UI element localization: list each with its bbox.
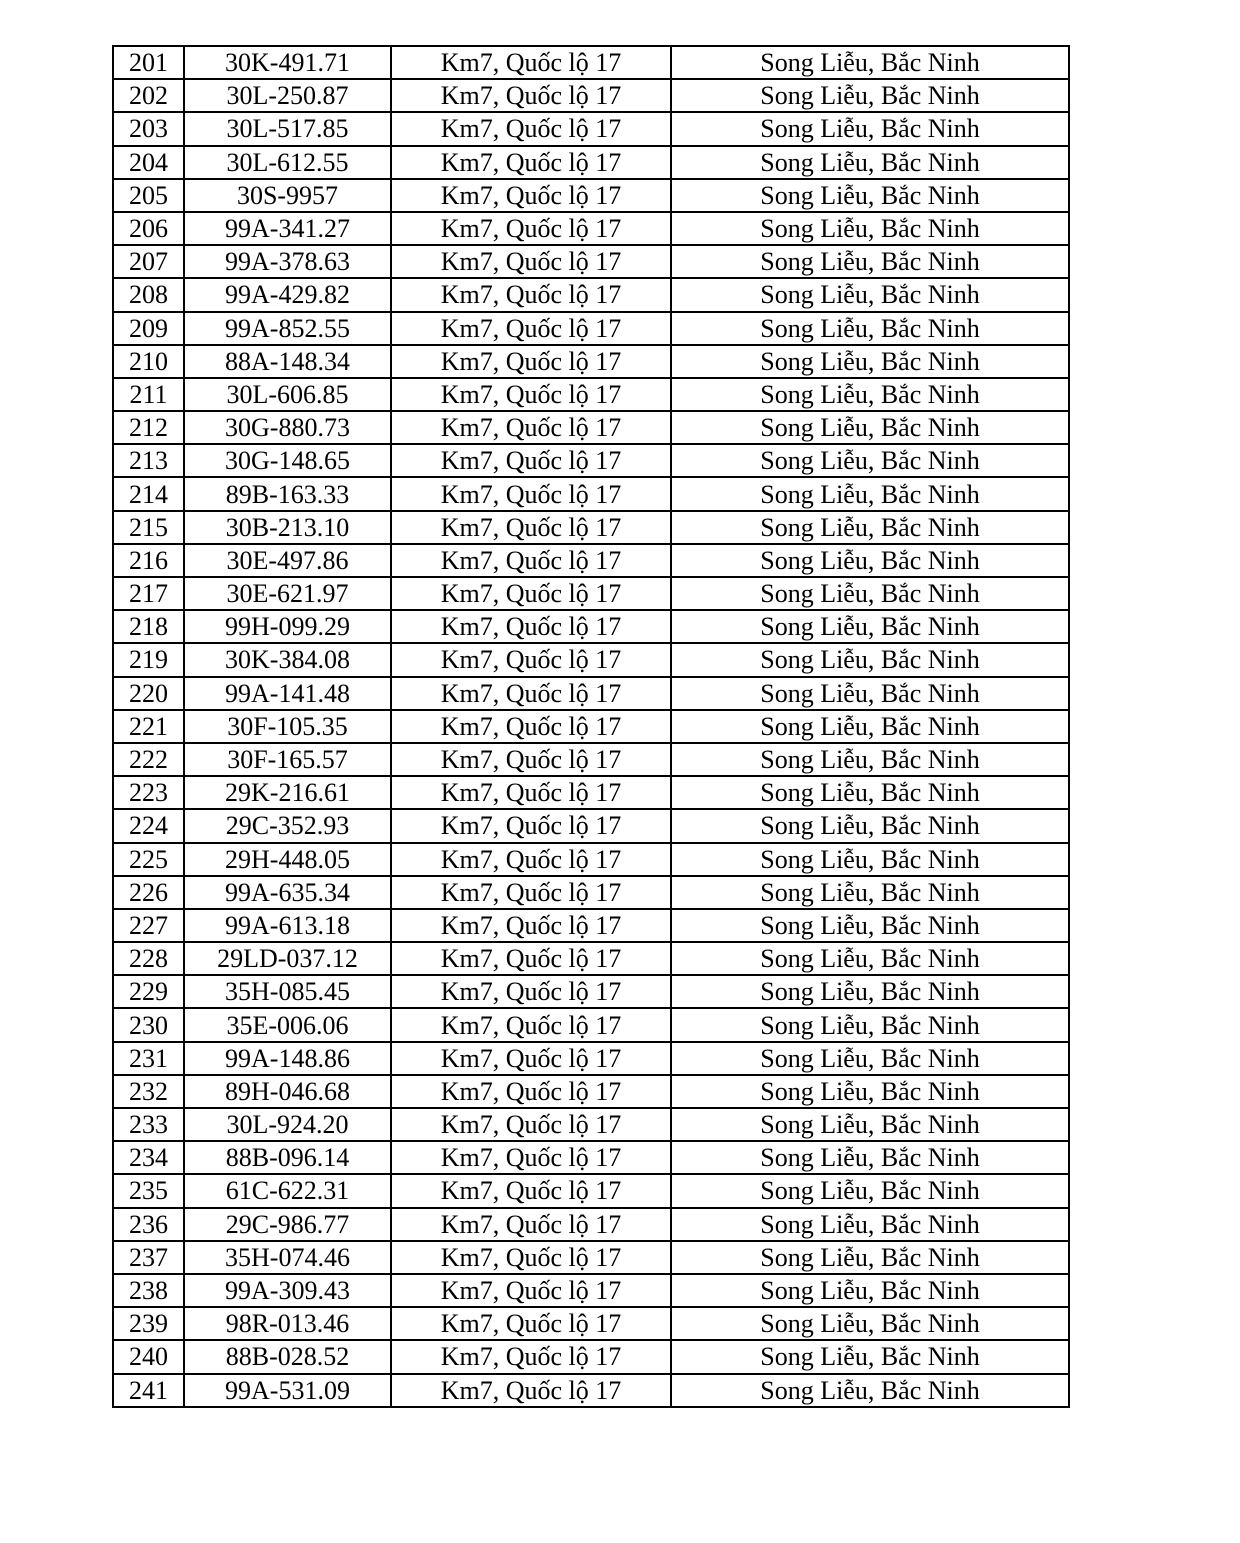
violation-location-cell: Km7, Quốc lộ 17	[391, 1008, 671, 1041]
row-number-cell: 238	[113, 1274, 184, 1307]
license-plate-cell: 29C-986.77	[184, 1208, 391, 1241]
license-plate-cell: 61C-622.31	[184, 1174, 391, 1207]
unit-cell: Song Liễu, Bắc Ninh	[671, 1340, 1069, 1373]
violation-location-cell: Km7, Quốc lộ 17	[391, 1208, 671, 1241]
table-row	[113, 942, 1069, 975]
violation-location-cell: Km7, Quốc lộ 17	[391, 46, 671, 79]
violation-location-cell: Km7, Quốc lộ 17	[391, 743, 671, 776]
row-number-cell: 209	[113, 312, 184, 345]
violation-location-cell: Km7, Quốc lộ 17	[391, 312, 671, 345]
violation-location-cell: Km7, Quốc lộ 17	[391, 1307, 671, 1340]
license-plate-cell: 30F-105.35	[184, 710, 391, 743]
unit-cell: Song Liễu, Bắc Ninh	[671, 378, 1069, 411]
unit-cell: Song Liễu, Bắc Ninh	[671, 710, 1069, 743]
row-number-cell: 201	[113, 46, 184, 79]
license-plate-cell: 99A-635.34	[184, 876, 391, 909]
table-row	[113, 477, 1069, 510]
license-plate-cell: 99A-309.43	[184, 1274, 391, 1307]
table-row	[113, 1174, 1069, 1207]
violation-location-cell: Km7, Quốc lộ 17	[391, 212, 671, 245]
table-row	[113, 46, 1069, 79]
row-number-cell: 202	[113, 79, 184, 112]
row-number-cell: 217	[113, 577, 184, 610]
unit-cell: Song Liễu, Bắc Ninh	[671, 1374, 1069, 1407]
unit-cell: Song Liễu, Bắc Ninh	[671, 46, 1069, 79]
violation-location-cell: Km7, Quốc lộ 17	[391, 809, 671, 842]
license-plate-cell: 30K-491.71	[184, 46, 391, 79]
violation-location-cell: Km7, Quốc lộ 17	[391, 1141, 671, 1174]
violation-location-cell: Km7, Quốc lộ 17	[391, 278, 671, 311]
row-number-cell: 214	[113, 477, 184, 510]
table-row	[113, 1208, 1069, 1241]
unit-cell: Song Liễu, Bắc Ninh	[671, 1075, 1069, 1108]
license-plate-cell: 30E-621.97	[184, 577, 391, 610]
license-plate-cell: 35H-074.46	[184, 1241, 391, 1274]
violation-location-cell: Km7, Quốc lộ 17	[391, 544, 671, 577]
violation-location-cell: Km7, Quốc lộ 17	[391, 1274, 671, 1307]
license-plate-cell: 89H-046.68	[184, 1075, 391, 1108]
row-number-cell: 208	[113, 278, 184, 311]
row-number-cell: 239	[113, 1307, 184, 1340]
table-row	[113, 1075, 1069, 1108]
unit-cell: Song Liễu, Bắc Ninh	[671, 477, 1069, 510]
violation-location-cell: Km7, Quốc lộ 17	[391, 79, 671, 112]
row-number-cell: 228	[113, 942, 184, 975]
license-plate-cell: 98R-013.46	[184, 1307, 391, 1340]
table-row	[113, 1141, 1069, 1174]
row-number-cell: 229	[113, 975, 184, 1008]
violation-location-cell: Km7, Quốc lộ 17	[391, 876, 671, 909]
unit-cell: Song Liễu, Bắc Ninh	[671, 544, 1069, 577]
row-number-cell: 207	[113, 245, 184, 278]
license-plate-cell: 30L-250.87	[184, 79, 391, 112]
table-row	[113, 146, 1069, 179]
violation-location-cell: Km7, Quốc lộ 17	[391, 1374, 671, 1407]
license-plate-cell: 29C-352.93	[184, 809, 391, 842]
row-number-cell: 241	[113, 1374, 184, 1407]
table-row	[113, 312, 1069, 345]
row-number-cell: 213	[113, 444, 184, 477]
unit-cell: Song Liễu, Bắc Ninh	[671, 1241, 1069, 1274]
table-row	[113, 1274, 1069, 1307]
table-row	[113, 1340, 1069, 1373]
unit-cell: Song Liễu, Bắc Ninh	[671, 942, 1069, 975]
violation-location-cell: Km7, Quốc lộ 17	[391, 610, 671, 643]
table-row	[113, 444, 1069, 477]
table-row	[113, 1374, 1069, 1407]
row-number-cell: 220	[113, 677, 184, 710]
row-number-cell: 212	[113, 411, 184, 444]
row-number-cell: 233	[113, 1108, 184, 1141]
row-number-cell: 235	[113, 1174, 184, 1207]
unit-cell: Song Liễu, Bắc Ninh	[671, 843, 1069, 876]
unit-cell: Song Liễu, Bắc Ninh	[671, 876, 1069, 909]
row-number-cell: 218	[113, 610, 184, 643]
row-number-cell: 231	[113, 1042, 184, 1075]
unit-cell: Song Liễu, Bắc Ninh	[671, 1141, 1069, 1174]
table-row	[113, 79, 1069, 112]
license-plate-cell: 29K-216.61	[184, 776, 391, 809]
table-row	[113, 1008, 1069, 1041]
table-row	[113, 1042, 1069, 1075]
violation-location-cell: Km7, Quốc lộ 17	[391, 112, 671, 145]
license-plate-cell: 30L-612.55	[184, 146, 391, 179]
table-row	[113, 809, 1069, 842]
table-row	[113, 610, 1069, 643]
unit-cell: Song Liễu, Bắc Ninh	[671, 245, 1069, 278]
unit-cell: Song Liễu, Bắc Ninh	[671, 1174, 1069, 1207]
violation-location-cell: Km7, Quốc lộ 17	[391, 776, 671, 809]
unit-cell: Song Liễu, Bắc Ninh	[671, 909, 1069, 942]
violation-location-cell: Km7, Quốc lộ 17	[391, 975, 671, 1008]
table-row	[113, 278, 1069, 311]
license-plate-cell: 35H-085.45	[184, 975, 391, 1008]
unit-cell: Song Liễu, Bắc Ninh	[671, 809, 1069, 842]
row-number-cell: 225	[113, 843, 184, 876]
license-plate-cell: 99A-378.63	[184, 245, 391, 278]
license-plate-cell: 89B-163.33	[184, 477, 391, 510]
unit-cell: Song Liễu, Bắc Ninh	[671, 179, 1069, 212]
license-plate-cell: 30B-213.10	[184, 511, 391, 544]
unit-cell: Song Liễu, Bắc Ninh	[671, 1008, 1069, 1041]
table-row	[113, 411, 1069, 444]
violation-location-cell: Km7, Quốc lộ 17	[391, 345, 671, 378]
unit-cell: Song Liễu, Bắc Ninh	[671, 975, 1069, 1008]
row-number-cell: 230	[113, 1008, 184, 1041]
unit-cell: Song Liễu, Bắc Ninh	[671, 610, 1069, 643]
license-plate-cell: 35E-006.06	[184, 1008, 391, 1041]
violation-location-cell: Km7, Quốc lộ 17	[391, 843, 671, 876]
violation-location-cell: Km7, Quốc lộ 17	[391, 942, 671, 975]
unit-cell: Song Liễu, Bắc Ninh	[671, 1274, 1069, 1307]
license-plate-cell: 99A-852.55	[184, 312, 391, 345]
row-number-cell: 240	[113, 1340, 184, 1373]
license-plate-cell: 99A-341.27	[184, 212, 391, 245]
row-number-cell: 221	[113, 710, 184, 743]
license-plate-cell: 30S-9957	[184, 179, 391, 212]
vehicle-records-table	[112, 45, 1070, 1408]
table-row	[113, 876, 1069, 909]
license-plate-cell: 99H-099.29	[184, 610, 391, 643]
row-number-cell: 234	[113, 1141, 184, 1174]
license-plate-cell: 88B-028.52	[184, 1340, 391, 1373]
unit-cell: Song Liễu, Bắc Ninh	[671, 212, 1069, 245]
row-number-cell: 219	[113, 643, 184, 676]
license-plate-cell: 30G-148.65	[184, 444, 391, 477]
unit-cell: Song Liễu, Bắc Ninh	[671, 511, 1069, 544]
table-row	[113, 1241, 1069, 1274]
row-number-cell: 223	[113, 776, 184, 809]
row-number-cell: 226	[113, 876, 184, 909]
violation-location-cell: Km7, Quốc lộ 17	[391, 146, 671, 179]
violation-location-cell: Km7, Quốc lộ 17	[391, 179, 671, 212]
license-plate-cell: 30L-606.85	[184, 378, 391, 411]
table-row	[113, 577, 1069, 610]
license-plate-cell: 29LD-037.12	[184, 942, 391, 975]
unit-cell: Song Liễu, Bắc Ninh	[671, 345, 1069, 378]
row-number-cell: 236	[113, 1208, 184, 1241]
unit-cell: Song Liễu, Bắc Ninh	[671, 1042, 1069, 1075]
row-number-cell: 205	[113, 179, 184, 212]
unit-cell: Song Liễu, Bắc Ninh	[671, 112, 1069, 145]
license-plate-cell: 99A-141.48	[184, 677, 391, 710]
license-plate-cell: 30F-165.57	[184, 743, 391, 776]
table-row	[113, 378, 1069, 411]
violation-location-cell: Km7, Quốc lộ 17	[391, 378, 671, 411]
row-number-cell: 215	[113, 511, 184, 544]
license-plate-cell: 99A-613.18	[184, 909, 391, 942]
unit-cell: Song Liễu, Bắc Ninh	[671, 776, 1069, 809]
unit-cell: Song Liễu, Bắc Ninh	[671, 643, 1069, 676]
table-row	[113, 179, 1069, 212]
violation-location-cell: Km7, Quốc lộ 17	[391, 1340, 671, 1373]
unit-cell: Song Liễu, Bắc Ninh	[671, 278, 1069, 311]
unit-cell: Song Liễu, Bắc Ninh	[671, 79, 1069, 112]
table-row	[113, 212, 1069, 245]
table-row	[113, 776, 1069, 809]
document-page	[112, 45, 1070, 1408]
unit-cell: Song Liễu, Bắc Ninh	[671, 1208, 1069, 1241]
unit-cell: Song Liễu, Bắc Ninh	[671, 677, 1069, 710]
violation-location-cell: Km7, Quốc lộ 17	[391, 444, 671, 477]
violation-location-cell: Km7, Quốc lộ 17	[391, 1174, 671, 1207]
table-row	[113, 975, 1069, 1008]
unit-cell: Song Liễu, Bắc Ninh	[671, 1108, 1069, 1141]
row-number-cell: 224	[113, 809, 184, 842]
table-body	[113, 46, 1069, 1407]
row-number-cell: 222	[113, 743, 184, 776]
violation-location-cell: Km7, Quốc lộ 17	[391, 1042, 671, 1075]
violation-location-cell: Km7, Quốc lộ 17	[391, 643, 671, 676]
row-number-cell: 211	[113, 378, 184, 411]
unit-cell: Song Liễu, Bắc Ninh	[671, 743, 1069, 776]
license-plate-cell: 99A-148.86	[184, 1042, 391, 1075]
table-row	[113, 345, 1069, 378]
license-plate-cell: 88B-096.14	[184, 1141, 391, 1174]
license-plate-cell: 30K-384.08	[184, 643, 391, 676]
violation-location-cell: Km7, Quốc lộ 17	[391, 577, 671, 610]
violation-location-cell: Km7, Quốc lộ 17	[391, 1108, 671, 1141]
license-plate-cell: 99A-429.82	[184, 278, 391, 311]
violation-location-cell: Km7, Quốc lộ 17	[391, 1075, 671, 1108]
violation-location-cell: Km7, Quốc lộ 17	[391, 710, 671, 743]
table-row	[113, 643, 1069, 676]
row-number-cell: 206	[113, 212, 184, 245]
row-number-cell: 216	[113, 544, 184, 577]
table-row	[113, 1108, 1069, 1141]
table-row	[113, 1307, 1069, 1340]
license-plate-cell: 88A-148.34	[184, 345, 391, 378]
table-row	[113, 677, 1069, 710]
row-number-cell: 232	[113, 1075, 184, 1108]
violation-location-cell: Km7, Quốc lộ 17	[391, 411, 671, 444]
unit-cell: Song Liễu, Bắc Ninh	[671, 312, 1069, 345]
table-row	[113, 544, 1069, 577]
violation-location-cell: Km7, Quốc lộ 17	[391, 1241, 671, 1274]
license-plate-cell: 30L-517.85	[184, 112, 391, 145]
unit-cell: Song Liễu, Bắc Ninh	[671, 411, 1069, 444]
table-row	[113, 710, 1069, 743]
row-number-cell: 204	[113, 146, 184, 179]
violation-location-cell: Km7, Quốc lộ 17	[391, 511, 671, 544]
table-row	[113, 743, 1069, 776]
violation-location-cell: Km7, Quốc lộ 17	[391, 677, 671, 710]
violation-location-cell: Km7, Quốc lộ 17	[391, 477, 671, 510]
unit-cell: Song Liễu, Bắc Ninh	[671, 1307, 1069, 1340]
violation-location-cell: Km7, Quốc lộ 17	[391, 909, 671, 942]
unit-cell: Song Liễu, Bắc Ninh	[671, 577, 1069, 610]
row-number-cell: 210	[113, 345, 184, 378]
unit-cell: Song Liễu, Bắc Ninh	[671, 444, 1069, 477]
license-plate-cell: 29H-448.05	[184, 843, 391, 876]
license-plate-cell: 99A-531.09	[184, 1374, 391, 1407]
table-row	[113, 843, 1069, 876]
violation-location-cell: Km7, Quốc lộ 17	[391, 245, 671, 278]
row-number-cell: 227	[113, 909, 184, 942]
license-plate-cell: 30L-924.20	[184, 1108, 391, 1141]
unit-cell: Song Liễu, Bắc Ninh	[671, 146, 1069, 179]
row-number-cell: 237	[113, 1241, 184, 1274]
license-plate-cell: 30G-880.73	[184, 411, 391, 444]
table-row	[113, 511, 1069, 544]
license-plate-cell: 30E-497.86	[184, 544, 391, 577]
table-row	[113, 112, 1069, 145]
row-number-cell: 203	[113, 112, 184, 145]
table-row	[113, 909, 1069, 942]
table-row	[113, 245, 1069, 278]
